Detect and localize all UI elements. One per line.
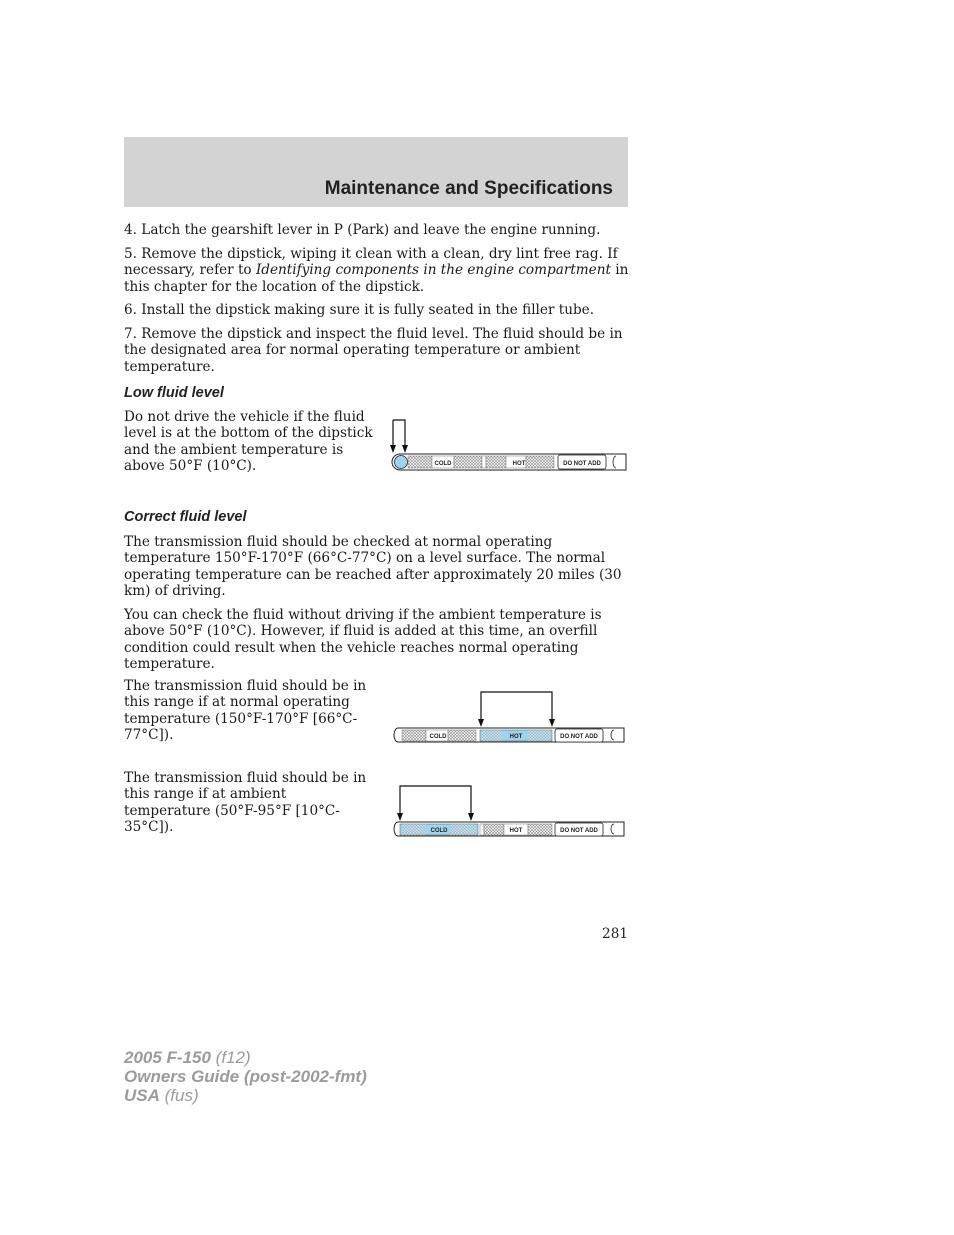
correct-fluid-paragraph-1: The transmission fluid should be checked at normal operating temperature 150°F-170°F (66°C-77°C) on a level surface. The normal operating temperature can be reached after approximately 20 miles (30 km) of driving.	[124, 534, 622, 599]
dipstick-hot-label: HOT	[509, 828, 523, 834]
dipstick-ambient-range-diagram	[388, 782, 632, 840]
footer-line-3	[124, 1086, 367, 1105]
footer-model-code: (f12)	[210, 1048, 251, 1067]
step-5-text-b: in this chapter for the location of the dipstick.	[124, 262, 629, 295]
correct-fluid-heading: Correct fluid level	[124, 509, 247, 525]
dipstick-hot-label: HOT	[509, 734, 523, 740]
dipstick-do-not-add-label: DO NOT ADD	[563, 461, 601, 467]
dipstick-hot-label: HOT	[512, 461, 526, 467]
footer-line-1	[124, 1048, 367, 1067]
dipstick-low-level-diagram	[388, 416, 632, 472]
normal-range-text: The transmission fluid should be in this range if at normal operating temperature (150°F-170°F [66°C-77°C]).	[124, 678, 367, 743]
step-5	[124, 246, 630, 295]
section-header	[124, 137, 628, 207]
section-title: Maintenance and Specifications	[324, 178, 613, 199]
step-5-text-a: 5. Remove the dipstick, wiping it clean with a clean, dry lint free rag. If necessary, refer to	[124, 246, 618, 279]
step-7: 7. Remove the dipstick and inspect the fluid level. The fluid should be in the designated area for normal operating temperature or ambient temperature.	[124, 326, 623, 375]
footer-model: 2005 F-150	[124, 1048, 211, 1067]
low-fluid-heading: Low fluid level	[124, 385, 224, 401]
dipstick-do-not-add-label: DO NOT ADD	[560, 828, 598, 834]
dipstick-cold-label: COLD	[434, 461, 452, 467]
step-6: 6. Install the dipstick making sure it is fully seated in the filler tube.	[124, 302, 595, 318]
footer-line-2	[124, 1067, 367, 1086]
document-footer	[124, 1048, 367, 1105]
step-4: 4. Latch the gearshift lever in P (Park) and leave the engine running.	[124, 222, 601, 238]
page-number: 281	[602, 926, 628, 942]
dipstick-cold-label: COLD	[430, 828, 448, 834]
footer-guide: Owners Guide (post-2002-fmt)	[124, 1067, 367, 1086]
ambient-range-text: The transmission fluid should be in this range if at ambient temperature (50°F-95°F [10°C-35°C]).	[124, 770, 367, 835]
footer-market: USA	[124, 1086, 160, 1105]
dipstick-do-not-add-label: DO NOT ADD	[560, 734, 598, 740]
step-5-reference: Identifying components in the engine compartment	[255, 262, 611, 279]
dipstick-normal-range-diagram	[388, 688, 632, 746]
correct-fluid-paragraph-2: You can check the fluid without driving if the ambient temperature is above 50°F (10°C). However, if fluid is added at this time, an overfill condition could result when the vehicle reaches normal operating temperature.	[124, 607, 602, 672]
footer-market-code: (fus)	[159, 1086, 199, 1105]
dipstick-cold-label: COLD	[429, 734, 447, 740]
low-fluid-text: Do not drive the vehicle if the fluid level is at the bottom of the dipstick and the ambient temperature is above 50°F (10°C).	[124, 409, 373, 474]
